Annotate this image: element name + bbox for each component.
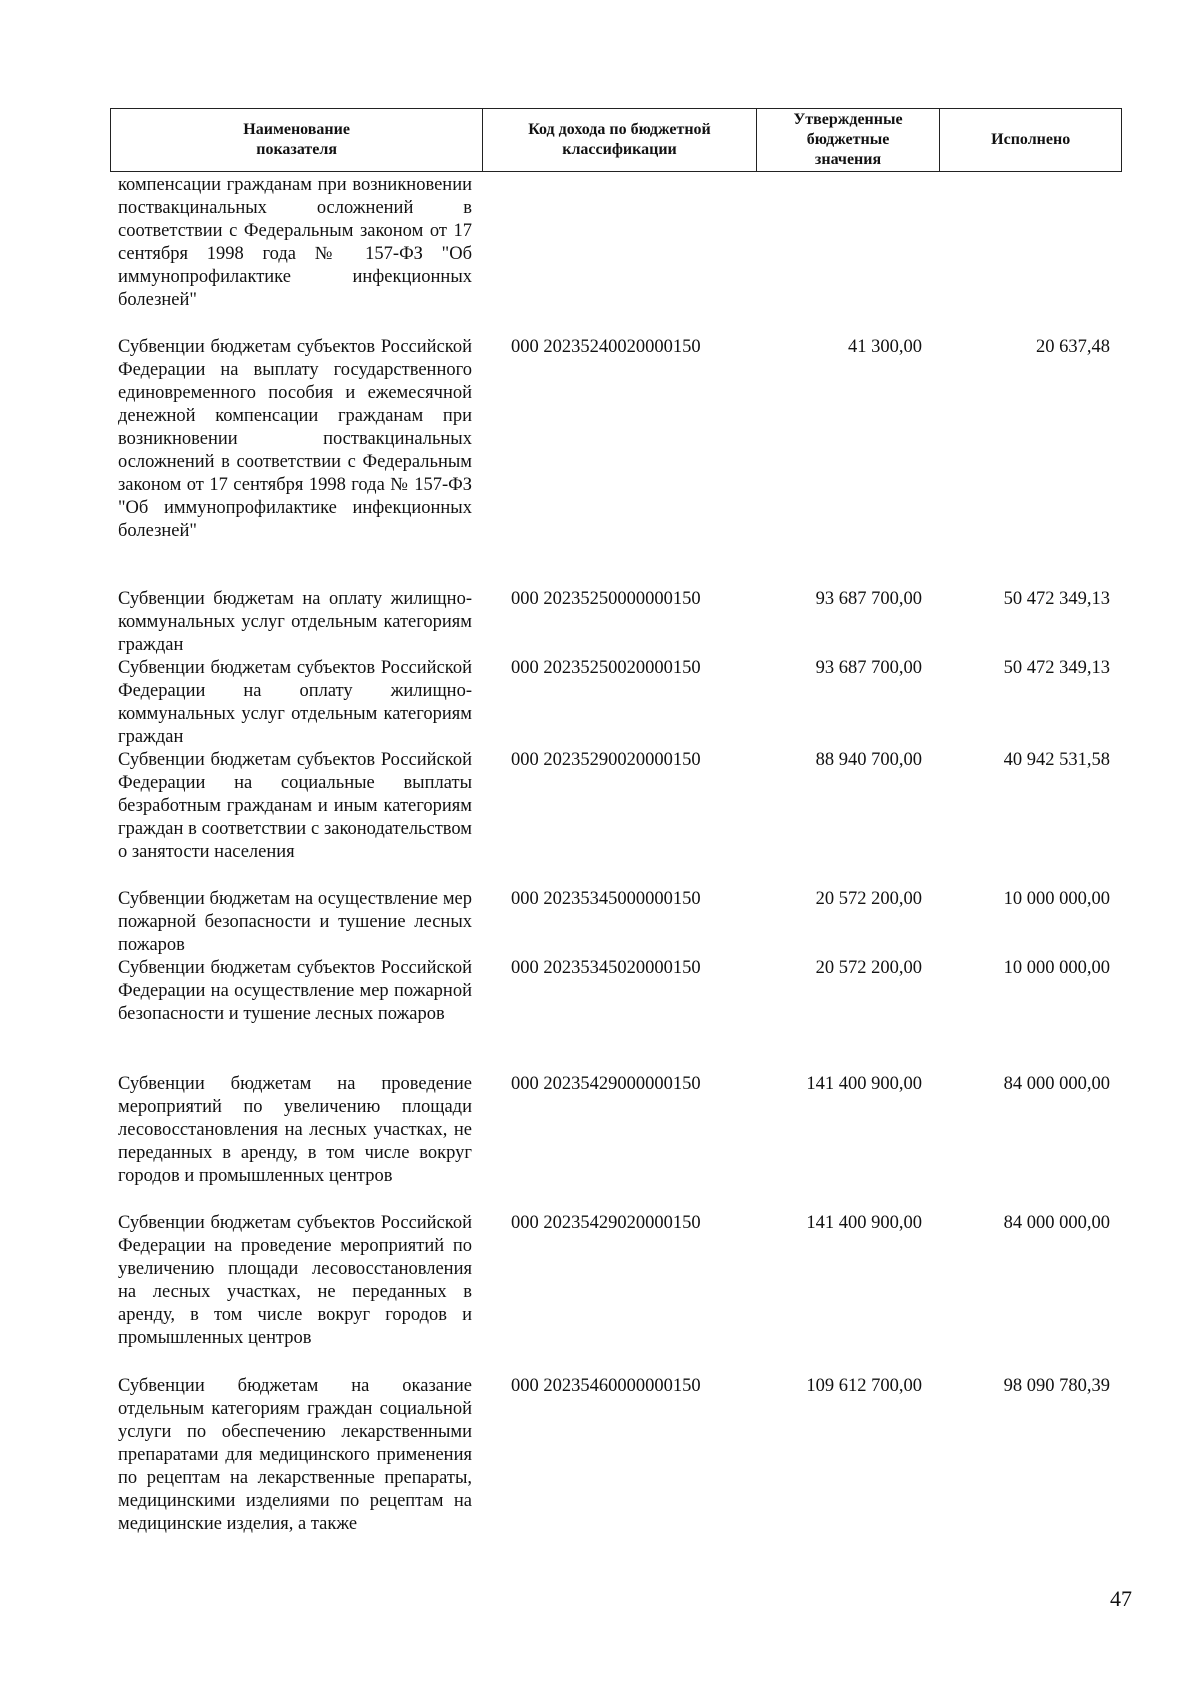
header-done-column: Исполнено <box>939 109 1121 171</box>
row-code: 000 20235345020000150 <box>511 958 701 978</box>
row-name: Субвенции бюджетам субъектов Российской Федерации на социальные выплаты безработным гражданам и иным категориям граждан в соответствии с законодательством о занятости населения <box>118 750 472 862</box>
row-done: 20 637,48 <box>1036 337 1110 357</box>
row-name: Субвенции бюджетам на оплату жилищно-коммунальных услуг отдельным категориям граждан <box>118 589 472 655</box>
row-code: 000 20235460000000150 <box>511 1376 701 1396</box>
row-name: Субвенции бюджетам на оказание отдельным категориям граждан социальной услуги по обеспечению лекарственными препаратами для медицинского применения по рецептам на лекарственные препараты, медицинскими изделиями по рецептам на медицинские изделия, а также <box>118 1376 472 1534</box>
row-plan: 93 687 700,00 <box>815 658 922 678</box>
row-done: 10 000 000,00 <box>1003 958 1110 978</box>
row-plan: 20 572 200,00 <box>815 889 922 909</box>
row-done: 84 000 000,00 <box>1003 1074 1110 1094</box>
row-done: 40 942 531,58 <box>1003 750 1110 770</box>
row-name: Субвенции бюджетам субъектов Российской Федерации на осуществление мер пожарной безопасности и тушение лесных пожаров <box>118 958 472 1024</box>
row-done: 84 000 000,00 <box>1003 1213 1110 1233</box>
row-code: 000 20235250000000150 <box>511 589 701 609</box>
row-code: 000 20235240020000150 <box>511 337 701 357</box>
row-done: 50 472 349,13 <box>1003 589 1110 609</box>
row-name: Субвенции бюджетам субъектов Российской Федерации на оплату жилищно-коммунальных услуг отдельным категориям граждан <box>118 658 472 747</box>
row-code: 000 20235429000000150 <box>511 1074 701 1094</box>
row-done: 98 090 780,39 <box>1003 1376 1110 1396</box>
page-number: 47 <box>1110 1586 1132 1611</box>
row-name: компенсации гражданам при возникновении поствакцинальных осложнений в соответствии с Федеральным законом от 17 сентября 1998 года № 157-ФЗ "Об иммунопрофилактике инфекционных болезней" <box>118 175 472 310</box>
row-done: 50 472 349,13 <box>1003 658 1110 678</box>
header-plan-column: Утвержденные бюджетные значения <box>756 109 940 171</box>
row-name: Субвенции бюджетам на проведение мероприятий по увеличению площади лесовосстановления на лесных участках, не переданных в аренду, в том числе вокруг городов и промышленных центров <box>118 1074 472 1186</box>
header-name-column: Наименование показателя <box>243 121 350 158</box>
row-plan: 141 400 900,00 <box>806 1074 922 1094</box>
table-header <box>110 108 1122 172</box>
row-plan: 88 940 700,00 <box>815 750 922 770</box>
row-code: 000 20235290020000150 <box>511 750 701 770</box>
row-name: Субвенции бюджетам на осуществление мер пожарной безопасности и тушение лесных пожаров <box>118 889 472 955</box>
row-plan: 109 612 700,00 <box>806 1376 922 1396</box>
row-plan: 41 300,00 <box>848 337 922 357</box>
row-code: 000 20235429020000150 <box>511 1213 701 1233</box>
row-plan: 141 400 900,00 <box>806 1213 922 1233</box>
row-code: 000 20235250020000150 <box>511 658 701 678</box>
header-code-column: Код дохода по бюджетной классификации <box>482 109 755 171</box>
row-name: Субвенции бюджетам субъектов Российской Федерации на проведение мероприятий по увеличению площади лесовосстановления на лесных участках, не переданных в аренду, в том числе вокруг городов и промышленных центров <box>118 1213 472 1348</box>
row-plan: 20 572 200,00 <box>815 958 922 978</box>
row-name: Субвенции бюджетам субъектов Российской Федерации на выплату государственного единовременного пособия и ежемесячной денежной компенсации гражданам при возникновении поствакцинальных осложнений в соответствии с Федеральным законом от 17 сентября 1998 года № 157-ФЗ "Об иммунопрофилактике инфекционных болезней" <box>118 337 472 541</box>
row-plan: 93 687 700,00 <box>815 589 922 609</box>
row-done: 10 000 000,00 <box>1003 889 1110 909</box>
row-code: 000 20235345000000150 <box>511 889 701 909</box>
